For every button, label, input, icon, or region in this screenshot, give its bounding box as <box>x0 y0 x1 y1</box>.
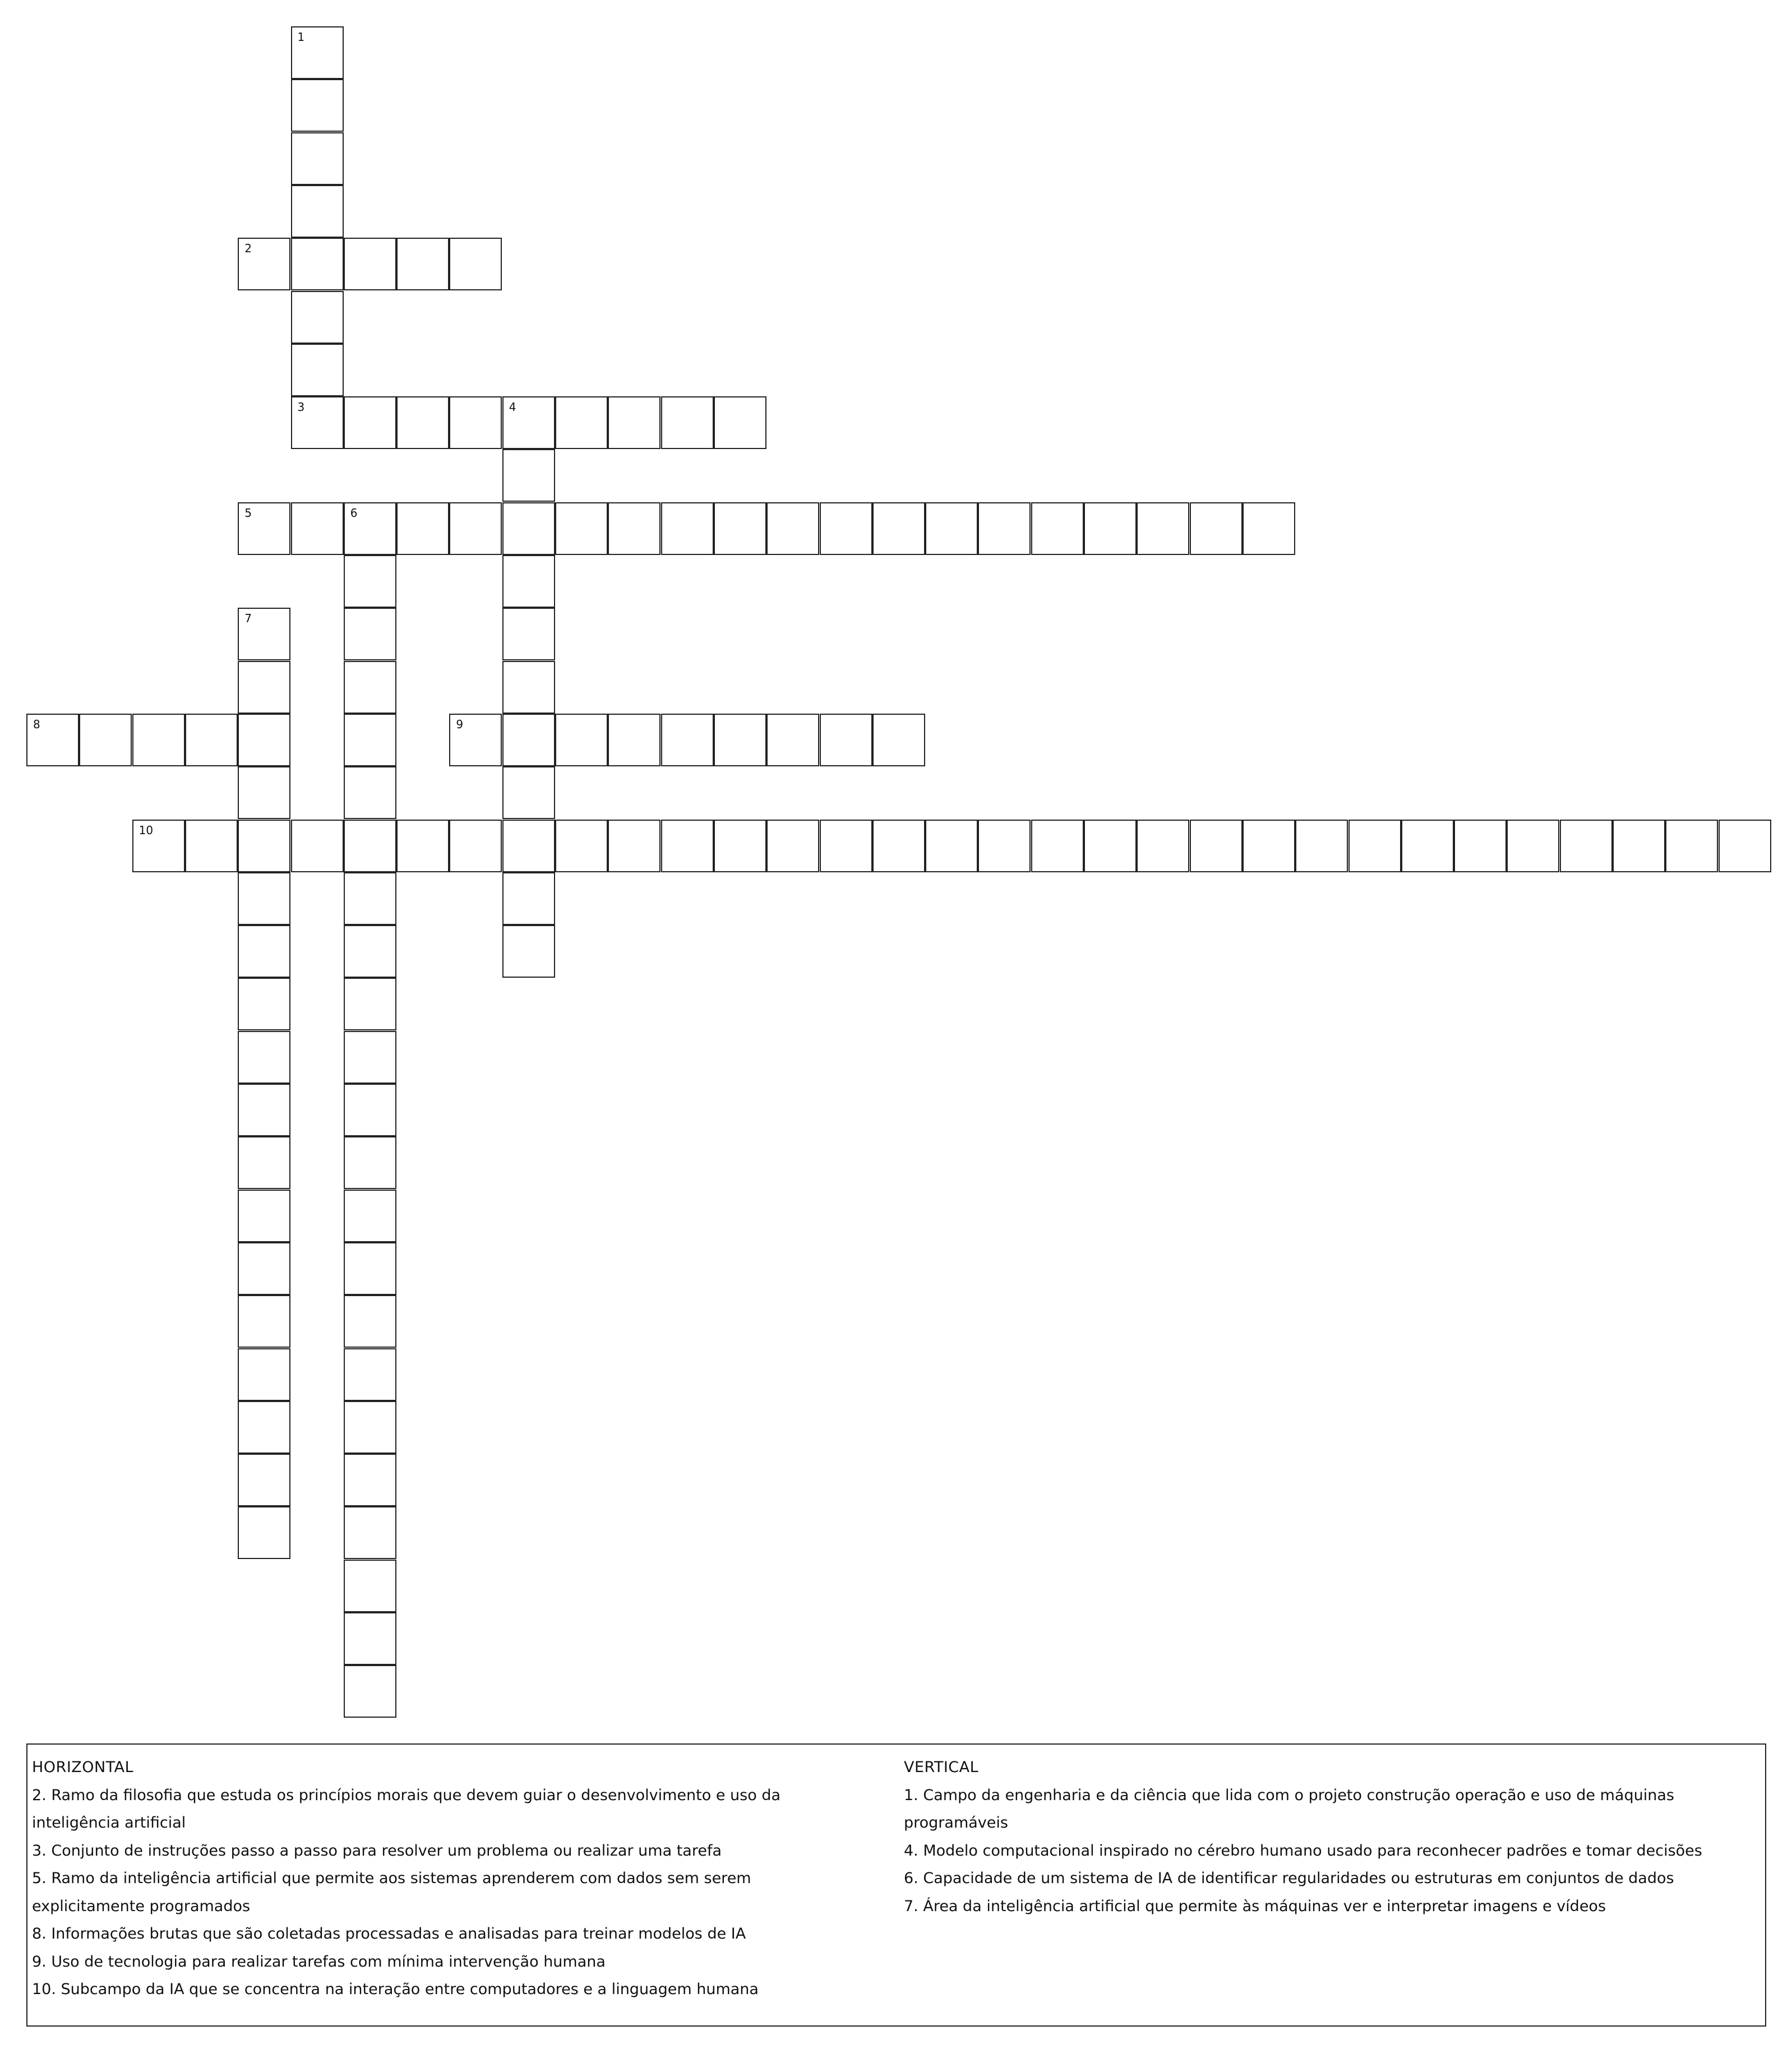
grid-cell[interactable] <box>714 714 766 766</box>
clue-horizontal-2: 2. Ramo da filosofia que estuda os princípios morais que devem guiar o desenvolvimento e uso da inteligência artificial <box>32 1786 780 1831</box>
grid-cell[interactable] <box>238 766 290 819</box>
grid-cell[interactable] <box>238 238 290 290</box>
grid-cell[interactable] <box>344 1295 396 1348</box>
grid-cell[interactable] <box>132 714 185 766</box>
clue-vertical-1: 1. Campo da engenharia e da ciência que lida com o projeto construção operação e uso de máquinas programáveis <box>904 1786 1674 1831</box>
grid-cell[interactable] <box>344 978 396 1030</box>
grid-cell[interactable] <box>872 820 925 872</box>
grid-cell[interactable] <box>344 1560 396 1612</box>
grid-cell[interactable] <box>291 502 344 555</box>
grid-cell[interactable] <box>291 820 344 872</box>
cell-number: 3 <box>297 400 305 414</box>
grid-cell[interactable] <box>661 714 714 766</box>
grid-cell[interactable] <box>449 502 502 555</box>
grid-cell[interactable] <box>555 714 608 766</box>
grid-cell[interactable] <box>1507 820 1559 872</box>
grid-cell[interactable] <box>344 872 396 925</box>
grid-cell[interactable] <box>820 502 872 555</box>
grid-cell[interactable] <box>1401 820 1454 872</box>
grid-cell[interactable] <box>291 79 344 132</box>
cell-number: 4 <box>509 400 516 414</box>
grid-cell[interactable] <box>344 820 396 872</box>
clue-horizontal-10: 10. Subcampo da IA que se concentra na interação entre computadores e a linguagem humana <box>32 1981 759 1998</box>
grid-cell[interactable] <box>872 502 925 555</box>
grid-cell[interactable] <box>1031 502 1084 555</box>
grid-cell[interactable] <box>238 1348 290 1401</box>
horizontal-clues <box>32 1754 867 2004</box>
grid-cell[interactable] <box>238 925 290 978</box>
grid-cell[interactable] <box>344 1348 396 1401</box>
grid-cell[interactable] <box>344 1401 396 1454</box>
grid-cell[interactable] <box>1243 820 1295 872</box>
grid-cell[interactable] <box>1190 502 1243 555</box>
grid-cell[interactable] <box>766 820 819 872</box>
clue-vertical-7: 7. Área da inteligência artificial que permite às máquinas ver e interpretar imagens e vídeos <box>904 1897 1606 1915</box>
clues-panel <box>26 1743 1766 2027</box>
grid-cell[interactable] <box>344 1506 396 1559</box>
grid-cell[interactable] <box>238 1454 290 1506</box>
grid-cell[interactable] <box>502 872 555 925</box>
grid-cell[interactable] <box>608 396 661 449</box>
grid-cell[interactable] <box>291 26 344 79</box>
clue-vertical-4: 4. Modelo computacional inspirado no cérebro humano usado para reconhecer padrões e tomar decisões <box>904 1842 1702 1860</box>
grid-cell[interactable] <box>714 502 766 555</box>
grid-cell[interactable] <box>344 1454 396 1506</box>
grid-cell[interactable] <box>661 820 714 872</box>
grid-cell[interactable] <box>291 396 344 449</box>
grid-cell[interactable] <box>344 396 396 449</box>
grid-cell[interactable] <box>608 502 661 555</box>
grid-cell[interactable] <box>502 608 555 660</box>
clue-horizontal-8: 8. Informações brutas que são coletadas processadas e analisadas para treinar modelos de IA <box>32 1925 746 1942</box>
clue-vertical-6: 6. Capacidade de um sistema de IA de identificar regularidades ou estruturas em conjuntos de dados <box>904 1870 1674 1887</box>
grid-cell[interactable] <box>608 820 661 872</box>
grid-cell[interactable] <box>238 978 290 1030</box>
grid-cell[interactable] <box>1084 820 1137 872</box>
grid-cell[interactable] <box>344 1084 396 1136</box>
grid-cell[interactable] <box>396 396 449 449</box>
grid-cell[interactable] <box>344 1612 396 1665</box>
grid-cell[interactable] <box>291 344 344 396</box>
grid-cell[interactable] <box>1243 502 1295 555</box>
grid-cell[interactable] <box>661 502 714 555</box>
cell-number: 6 <box>350 506 358 520</box>
grid-cell[interactable] <box>1613 820 1665 872</box>
grid-cell[interactable] <box>238 714 290 766</box>
grid-cell[interactable] <box>238 502 290 555</box>
grid-cell[interactable] <box>502 820 555 872</box>
cell-number: 10 <box>138 823 154 837</box>
vertical-clues <box>904 1754 1762 1920</box>
grid-cell[interactable] <box>26 714 79 766</box>
grid-cell[interactable] <box>502 714 555 766</box>
grid-cell[interactable] <box>502 925 555 978</box>
grid-cell[interactable] <box>238 661 290 714</box>
grid-cell[interactable] <box>238 1190 290 1242</box>
grid-cell[interactable] <box>1137 502 1189 555</box>
grid-cell[interactable] <box>238 1295 290 1348</box>
grid-cell[interactable] <box>502 766 555 819</box>
grid-cell[interactable] <box>502 502 555 555</box>
grid-cell[interactable] <box>344 1031 396 1084</box>
grid-cell[interactable] <box>1560 820 1613 872</box>
grid-cell[interactable] <box>291 132 344 185</box>
grid-cell[interactable] <box>502 449 555 502</box>
grid-cell[interactable] <box>291 185 344 238</box>
grid-cell[interactable] <box>1137 820 1189 872</box>
cell-number: 8 <box>33 717 40 731</box>
grid-cell[interactable] <box>396 238 449 290</box>
grid-cell[interactable] <box>238 872 290 925</box>
grid-cell[interactable] <box>238 1084 290 1136</box>
grid-cell[interactable] <box>449 714 502 766</box>
grid-cell[interactable] <box>555 396 608 449</box>
grid-cell[interactable] <box>820 714 872 766</box>
vertical-heading: VERTICAL <box>904 1759 979 1776</box>
grid-cell[interactable] <box>344 714 396 766</box>
grid-cell[interactable] <box>925 502 978 555</box>
grid-cell[interactable] <box>291 291 344 344</box>
grid-cell[interactable] <box>1719 820 1771 872</box>
grid-cell[interactable] <box>766 502 819 555</box>
grid-cell[interactable] <box>344 661 396 714</box>
grid-cell[interactable] <box>714 820 766 872</box>
grid-cell[interactable] <box>872 714 925 766</box>
grid-cell[interactable] <box>555 502 608 555</box>
grid-cell[interactable] <box>238 1401 290 1454</box>
grid-cell[interactable] <box>766 714 819 766</box>
cell-number: 1 <box>297 30 305 44</box>
horizontal-heading: HORIZONTAL <box>32 1759 134 1776</box>
grid-cell[interactable] <box>238 1031 290 1084</box>
grid-cell[interactable] <box>344 1190 396 1242</box>
grid-cell[interactable] <box>1454 820 1507 872</box>
grid-cell[interactable] <box>238 820 290 872</box>
cell-number: 2 <box>244 242 252 256</box>
grid-cell[interactable] <box>449 820 502 872</box>
grid-cell[interactable] <box>661 396 714 449</box>
cell-number: 7 <box>244 612 252 626</box>
grid-cell[interactable] <box>344 766 396 819</box>
grid-cell[interactable] <box>502 555 555 608</box>
grid-cell[interactable] <box>1031 820 1084 872</box>
grid-cell[interactable] <box>344 238 396 290</box>
grid-cell[interactable] <box>1295 820 1348 872</box>
grid-cell[interactable] <box>79 714 132 766</box>
grid-cell[interactable] <box>185 714 238 766</box>
grid-cell[interactable] <box>1190 820 1243 872</box>
clue-horizontal-9: 9. Uso de tecnologia para realizar tarefas com mínima intervenção humana <box>32 1953 606 1971</box>
grid-cell[interactable] <box>714 396 766 449</box>
grid-cell[interactable] <box>978 502 1031 555</box>
grid-cell[interactable] <box>1084 502 1137 555</box>
grid-cell[interactable] <box>238 1136 290 1189</box>
grid-cell[interactable] <box>132 820 185 872</box>
grid-cell[interactable] <box>502 661 555 714</box>
grid-cell[interactable] <box>396 820 449 872</box>
grid-cell[interactable] <box>1665 820 1718 872</box>
grid-cell[interactable] <box>449 238 502 290</box>
grid-cell[interactable] <box>238 608 290 660</box>
grid-cell[interactable] <box>502 396 555 449</box>
grid-cell[interactable] <box>344 555 396 608</box>
grid-cell[interactable] <box>344 925 396 978</box>
grid-cell[interactable] <box>344 1665 396 1718</box>
clue-horizontal-5: 5. Ramo da inteligência artificial que permite aos sistemas aprenderem com dados sem serem explicitamente programados <box>32 1870 751 1915</box>
cell-number: 5 <box>244 506 252 520</box>
grid-cell[interactable] <box>555 820 608 872</box>
grid-cell[interactable] <box>978 820 1031 872</box>
clue-horizontal-3: 3. Conjunto de instruções passo a passo para resolver um problema ou realizar uma tarefa <box>32 1842 722 1860</box>
grid-cell[interactable] <box>238 1242 290 1295</box>
grid-cell[interactable] <box>344 1136 396 1189</box>
grid-cell[interactable] <box>238 1506 290 1559</box>
grid-cell[interactable] <box>291 238 344 290</box>
grid-cell[interactable] <box>925 820 978 872</box>
grid-cell[interactable] <box>396 502 449 555</box>
grid-cell[interactable] <box>1348 820 1401 872</box>
grid-cell[interactable] <box>344 608 396 660</box>
grid-cell[interactable] <box>820 820 872 872</box>
grid-cell[interactable] <box>449 396 502 449</box>
grid-cell[interactable] <box>608 714 661 766</box>
grid-cell[interactable] <box>185 820 238 872</box>
grid-cell[interactable] <box>344 1242 396 1295</box>
cell-number: 9 <box>456 717 464 731</box>
grid-cell[interactable] <box>344 502 396 555</box>
